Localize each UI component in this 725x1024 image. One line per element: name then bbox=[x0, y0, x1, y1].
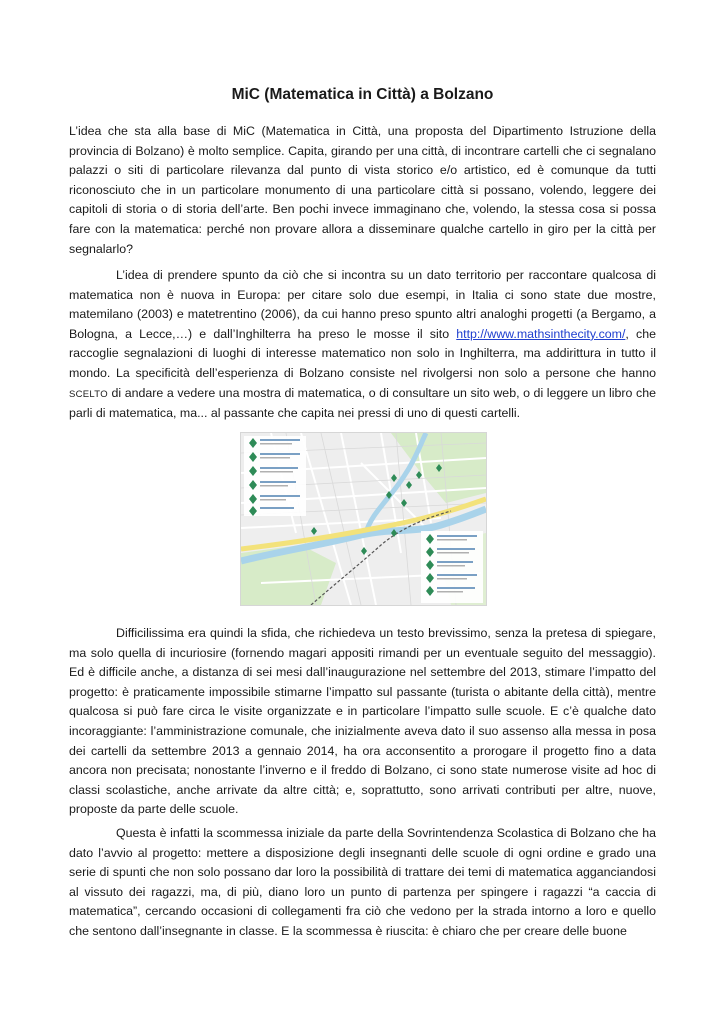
document-title: MiC (Matematica in Città) a Bolzano bbox=[231, 86, 494, 103]
paragraph-2-text-c: di andare a vedere una mostra di matematica, o di consultare un sito web, o di leggere un libro che parli di matematica, ma... al passante che capita nei pressi di uno di questi cartelli. bbox=[69, 385, 656, 421]
paragraph-2-smallcaps: SCELTO bbox=[69, 388, 108, 400]
mathsinthecity-link[interactable]: http://www.mathsinthecity.com/ bbox=[456, 326, 626, 341]
paragraph-3: Difficilissima era quindi la sfida, che richiedeva un testo brevissimo, senza la pretesa di spiegare, ma solo quella di incuriosire (fornendo magari appositi rimandi per un eventuale seguito del messaggio). Ed è difficile anche, a distanza di sei mesi dall’inaugurazione nel settembre del 2013, stimare l’impatto del progetto: è praticamente impossibile stimarne l’impatto sul passante (turista o abitante della città), mentre qualcosa si può fare circa le visite organizzate e in particolare l’impatto sulle scuole. E c’è qualche dato incoraggiante: l’amministrazione comunale, che inizialmente aveva dato il suo assenso alla messa in posa dei cartelli da settembre 2013 a gennaio 2014, ha ora acconsentito a prorogare il progetto fino a data ancora non precisata; nonostante l’inverno e il freddo di Bolzano, ci sono state numerose visite ad hoc di classi scolastiche, anche arrivate da altre città; e, soprattutto, sono arrivati contributi per altre, nuove, proposte da parte delle scuole. bbox=[69, 626, 656, 817]
city-map-figure bbox=[240, 432, 487, 606]
paragraph-2-text-a: L’idea di prendere spunto da ciò che si incontra su un dato territorio per raccontare qualcosa di matematica non è nuova in Europa: per citare solo due esempi, in Italia ci sono state due mostre, matemilano (2003) e matetrentino (2006), da cui hanno preso spunto altri analoghi progetti (a Bergamo, a Bologna, a Lecce,…) e dall’Inghilterra ha preso le mosse il sito bbox=[69, 268, 656, 341]
bolzano-map bbox=[241, 433, 486, 605]
paragraph-2-text-b: , che raccoglie segnalazioni di luoghi di interesse matematico non solo in Inghilterra, ma addirittura in tutto il mondo. La specificità dell’esperienza di Bolzano consiste nel rivolgersi non solo a persone che hanno bbox=[69, 326, 656, 380]
paragraph-2 bbox=[69, 266, 656, 424]
map-legend-left bbox=[244, 436, 306, 516]
paragraph-1: L’idea che sta alla base di MiC (Matematica in Città, una proposta del Dipartimento Istruzione della provincia di Bolzano) è molto semplice. Capita, girando per una città, di incontrare cartelli che ci segnalano palazzi o siti di particolare rilevanza dal punto di vista storico e/o artistico, ed è comunque da tutti riconosciuto che in un particolare monumento di una particolare città si possano, volendo, leggere dei capitoli di storia o di storia dell’arte. Ben pochi invece immaginano che, volendo, la stessa cosa si possa fare con la matematica: perché non provare allora a disseminare qualche cartello in giro per la città per segnalarlo? bbox=[69, 124, 656, 256]
paragraph-4: Questa è infatti la scommessa iniziale da parte della Sovrintendenza Scolastica di Bolzano che ha dato l’avvio al progetto: mettere a disposizione degli insegnanti delle scuole di ogni ordine e grado una serie di spunti che non solo possano dar loro la possibilità di trattare dei temi di matematica agganciandosi al vissuto dei ragazzi, ma, di più, diano loro un punto di partenza per spingere i ragazzi “a caccia di matematica”, cercando occasioni di collegamenti fra ciò che vedono per la strada intorno a loro e quello che sentono dall’insegnante in classe. E la scommessa è riuscita: è chiaro che per creare delle buone bbox=[69, 826, 656, 938]
